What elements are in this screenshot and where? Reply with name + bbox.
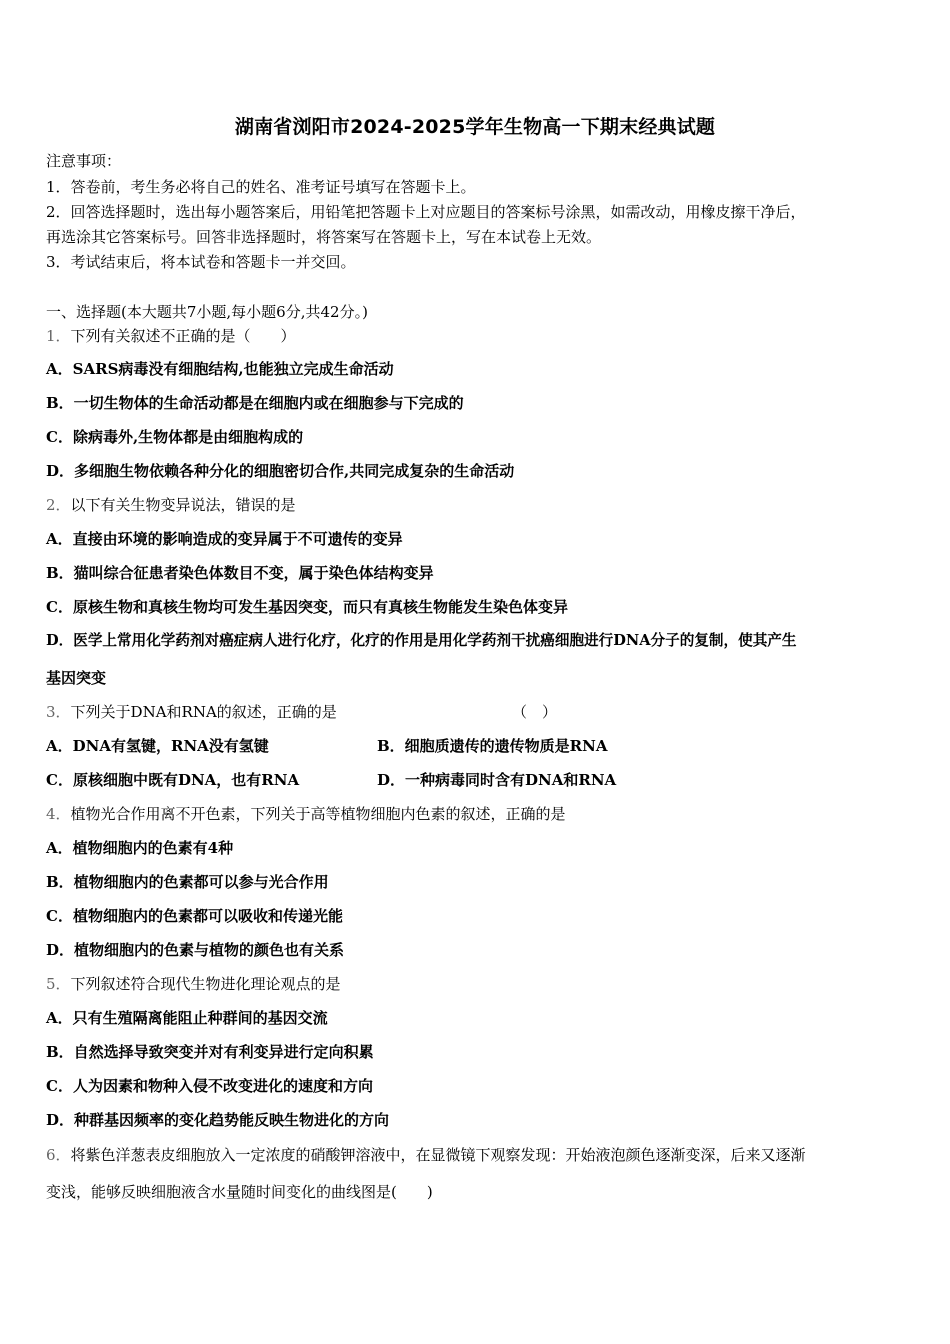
option: D．多细胞生物依赖各种分化的细胞密切合作,共同完成复杂的生命活动	[46, 462, 515, 480]
option: A．DNA有氢键，RNA没有氢键	[46, 737, 269, 755]
notice-heading: 注意事项：	[46, 152, 122, 170]
section-heading: 一、选择题(本大题共7小题,每小题6分,共42分。)	[46, 303, 368, 321]
question-number: 5．	[46, 975, 71, 993]
option: C．除病毒外,生物体都是由细胞构成的	[46, 428, 304, 446]
question-text: 下列叙述符合现代生物进化理论观点的是	[70, 975, 341, 993]
question-stem	[46, 702, 337, 722]
option: B．细胞质遗传的遗传物质是RNA	[377, 737, 608, 755]
question-stem	[46, 495, 296, 515]
answer-parenthesis: （ ）	[512, 703, 558, 721]
option: A．直接由环境的影响造成的变异属于不可遗传的变异	[46, 530, 403, 548]
question-text-continued: 变浅，能够反映细胞液含水量随时间变化的曲线图是( )	[46, 1183, 433, 1201]
question-number: 1．	[46, 327, 71, 345]
option: D．植物细胞内的色素与植物的颜色也有关系	[46, 941, 345, 959]
question-text: 以下有关生物变异说法，错误的是	[70, 496, 296, 514]
question-text: 将紫色洋葱表皮细胞放入一定浓度的硝酸钾溶液中，在显微镜下观察发现：开始液泡颜色逐渐变深，后来又逐渐	[70, 1146, 806, 1164]
option-continued: 基因突变	[46, 669, 107, 687]
question-text: 下列有关叙述不正确的是（ ）	[70, 327, 296, 345]
option: C．人为因素和物种入侵不改变进化的速度和方向	[46, 1077, 373, 1095]
question-stem	[46, 326, 296, 346]
question-stem	[46, 974, 341, 994]
option: C．植物细胞内的色素都可以吸收和传递光能	[46, 907, 343, 925]
option: D．种群基因频率的变化趋势能反映生物进化的方向	[46, 1111, 390, 1129]
page-title: 湖南省浏阳市2024-2025学年生物高一下期末经典试题	[234, 116, 716, 138]
notice-item: 1．答卷前，考生务必将自己的姓名、准考证号填写在答题卡上。	[46, 178, 476, 196]
notice-item: 再选涂其它答案标号。回答非选择题时，将答案写在答题卡上，写在本试卷上无效。	[46, 228, 602, 246]
question-number: 2．	[46, 496, 71, 514]
option: B．植物细胞内的色素都可以参与光合作用	[46, 873, 329, 891]
notice-item: 2．回答选择题时，选出每小题答案后，用铅笔把答题卡上对应题目的答案标号涂黑，如需改动，用橡皮擦干净后，	[46, 203, 806, 221]
question-stem	[46, 804, 566, 824]
option: C．原核生物和真核生物均可发生基因突变，而只有真核生物能发生染色体变异	[46, 598, 568, 616]
option: A．只有生殖隔离能阻止种群间的基因交流	[46, 1009, 328, 1027]
question-number: 6．	[46, 1146, 71, 1164]
question-stem	[46, 1145, 806, 1165]
option: A．SARS病毒没有细胞结构,也能独立完成生命活动	[46, 360, 394, 378]
question-text: 植物光合作用离不开色素，下列关于高等植物细胞内色素的叙述，正确的是	[70, 805, 566, 823]
option: B．自然选择导致突变并对有利变异进行定向积累	[46, 1043, 374, 1061]
question-number: 3．	[46, 703, 71, 721]
option: A．植物细胞内的色素有4种	[46, 839, 234, 857]
question-number: 4．	[46, 805, 71, 823]
option: D．一种病毒同时含有DNA和RNA	[377, 771, 617, 789]
option: D．医学上常用化学药剂对癌症病人进行化疗，化疗的作用是用化学药剂干扰癌细胞进行DNA分子的复制，使其产生	[46, 632, 797, 649]
option: C．原核细胞中既有DNA，也有RNA	[46, 771, 300, 789]
option: B．一切生物体的生命活动都是在细胞内或在细胞参与下完成的	[46, 394, 464, 412]
option: B．猫叫综合征患者染色体数目不变，属于染色体结构变异	[46, 564, 434, 582]
question-text: 下列关于DNA和RNA的叙述，正确的是	[70, 703, 337, 721]
notice-item: 3．考试结束后，将本试卷和答题卡一并交回。	[46, 253, 356, 271]
